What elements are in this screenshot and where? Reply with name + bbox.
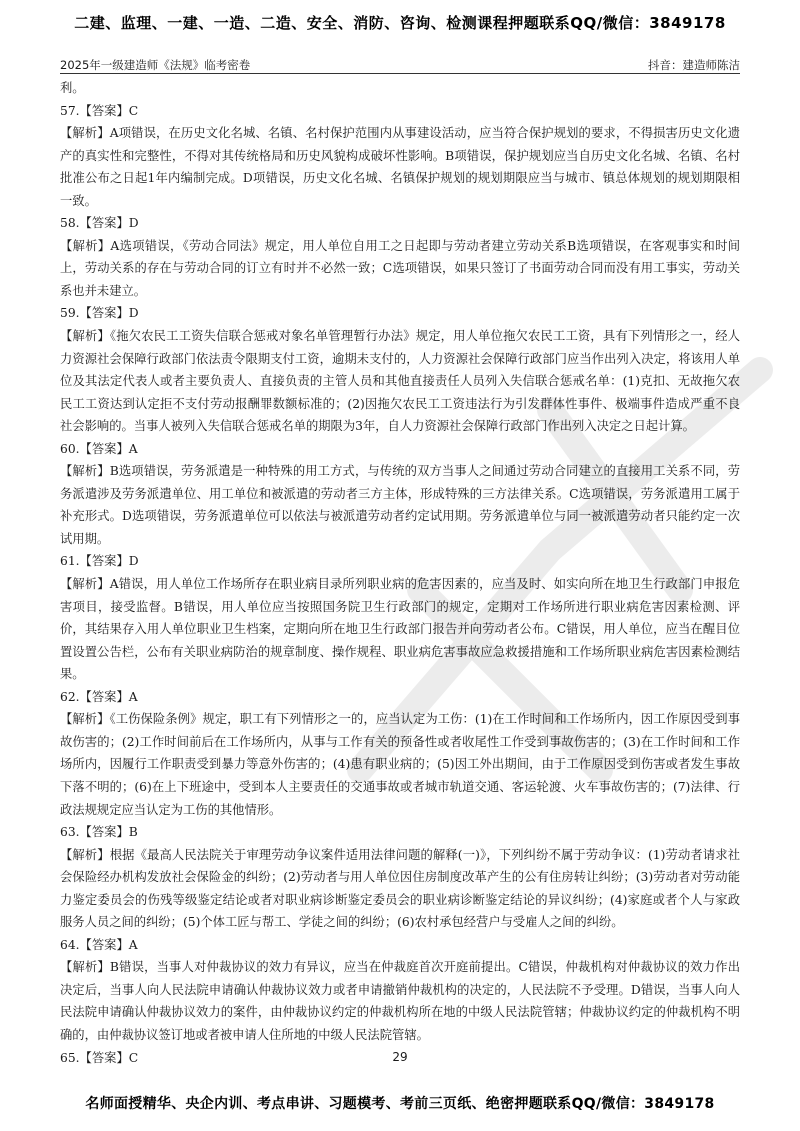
explanation-paragraph: 【解析】A项错误，在历史文化名城、名镇、名村保护范围内从事建设活动，应当符合保护规划的要求，不得损害历史文化遗产的真实性和完整性，不得对其传统格局和历史风貌构成破坏性影响。B项错误，保护规划应当自历史文化名城、名镇、名村批准公布之日起1年内编制完成。D项错误，历史文化名城、名镇保护规划的规划期限应当与城市、镇总体规划的规划期限相一致。	[60, 126, 740, 208]
answer-line: 59.【答案】D	[60, 306, 139, 321]
answer-line: 58.【答案】D	[60, 216, 139, 231]
explanation-paragraph: 【解析】《拖欠农民工工资失信联合惩戒对象名单管理暂行办法》规定，用人单位拖欠农民工工资，具有下列情形之一，经人力资源社会保障行政部门依法责令限期支付工资，逾期未支付的，人力资源社会保障行政部门应当作出列入决定，将该用人单位及其法定代表人或者主要负责人、直接负责的主管人员和其他直接责任人员列入失信联合惩戒名单：(1)克扣、无故拖欠农民工工资达到认定拒不支付劳动报酬罪数额标准的；(2)因拖欠农民工工资违法行为引发群体性事件、极端事件造成严重不良社会影响的。当事人被列入失信联合惩戒名单的期限为3年，自人力资源社会保障行政部门作出列入决定之日起计算。	[60, 329, 740, 434]
answer-line: 57.【答案】C	[60, 103, 139, 118]
answer-body	[60, 77, 740, 1069]
running-header	[60, 57, 740, 74]
explanation-paragraph: 【解析】B错误，当事人对仲裁协议的效力有异议，应当在仲裁庭首次开庭前提出。C错误，仲裁机构对仲裁协议的效力作出决定后，当事人向人民法院申请确认仲裁协议效力或者申请撤销仲裁机构的决定的，人民法院不予受理。D错误，当事人向人民法院申请确认仲裁协议效力的案件，由仲裁协议约定的仲裁机构所在地的中级人民法院管辖；仲裁协议约定的仲裁机构不明确的，由仲裁协议签订地或者被申请人住所地的中级人民法院管辖。	[60, 960, 740, 1042]
answer-line: 61.【答案】D	[60, 554, 139, 569]
explanation-paragraph: 【解析】B选项错误，劳务派遣是一种特殊的用工方式，与传统的双方当事人之间通过劳动合同建立的直接用工关系不同，劳务派遣涉及劳务派遣单位、用工单位和被派遣的劳动者三方主体，形成特殊的三方法律关系。C选项错误，劳务派遣用工属于补充形式。D选项错误，劳务派遣单位可以依法与被派遣劳动者约定试用期。劳务派遣单位与同一被派遣劳动者只能约定一次试用期。	[60, 464, 740, 546]
explanation-paragraph: 【解析】A错误，用人单位工作场所存在职业病目录所列职业病的危害因素的，应当及时、如实向所在地卫生行政部门申报危害项目，接受监督。B错误，用人单位应当按照国务院卫生行政部门的规定，定期对工作场所进行职业病危害因素检测、评价，其结果存入用人单位职业卫生档案，定期向所在地卫生行政部门报告并向劳动者公布。C错误，用人单位，应当在醒目位置设置公告栏，公布有关职业病防治的规章制度、操作规程、职业病危害事故应急救援措施和工作场所职业病危害因素检测结果。	[60, 577, 740, 682]
answer-line: 64.【答案】A	[60, 937, 138, 952]
bottom-promo-banner: 名师面授精华、央企内训、考点串讲、习题模考、考前三页纸、绝密押题联系QQ/微信：3849178	[85, 1096, 715, 1112]
explanation-paragraph: 【解析】根据《最高人民法院关于审理劳动争议案件适用法律问题的解释(一)》，下列纠纷不属于劳动争议：(1)劳动者请求社会保险经办机构发放社会保险金的纠纷；(2)劳动者与用人单位因住房制度改革产生的公有住房转让纠纷；(3)劳动者对劳动能力鉴定委员会的伤残等级鉴定结论或者对职业病诊断鉴定委员会的职业病诊断鉴定结论的异议纠纷；(4)家庭或者个人与家政服务人员之间的纠纷；(5)个体工匠与帮工、学徒之间的纠纷；(6)农村承包经营户与受雇人之间的纠纷。	[60, 847, 740, 930]
author-handle: 抖音：建造师陈洁	[648, 58, 740, 72]
answer-line: 62.【答案】A	[60, 689, 138, 704]
top-promo-banner: 二建、监理、一建、一造、二造、安全、消防、咨询、检测课程押题联系QQ/微信：3849178	[74, 14, 726, 32]
page-number: 29	[392, 1050, 408, 1064]
body-line: 利。	[60, 81, 85, 95]
answer-line: 60.【答案】A	[60, 441, 138, 456]
answer-line: 63.【答案】B	[60, 825, 138, 840]
document-title: 2025年一级建造师《法规》临考密卷	[60, 58, 251, 72]
explanation-paragraph: 【解析】《工伤保险条例》规定，职工有下列情形之一的，应当认定为工伤：(1)在工作时间和工作场所内，因工作原因受到事故伤害的；(2)工作时间前后在工作场所内，从事与工作有关的预备性或者收尾性工作受到事故伤害的；(3)在工作时间和工作场所内，因履行工作职责受到暴力等意外伤害的；(4)患有职业病的；(5)因工外出期间，由于工作原因受到伤害或者发生事故下落不明的；(6)在上下班途中，受到本人主要责任的交通事故或者城市轨道交通、客运轮渡、火车事故伤害的；(7)法律、行政法规规定应当认定为工伤的其他情形。	[60, 712, 740, 817]
answer-line: 65.【答案】C	[60, 1050, 139, 1065]
explanation-paragraph: 【解析】A选项错误，《劳动合同法》规定，用人单位自用工之日起即与劳动者建立劳动关系B选项错误，在客观事实和时间上，劳动关系的存在与劳动合同的订立有时并不必然一致；C选项错误，如果只签订了书面劳动合同而没有用工事实，劳动关系也并未建立。	[60, 238, 740, 298]
